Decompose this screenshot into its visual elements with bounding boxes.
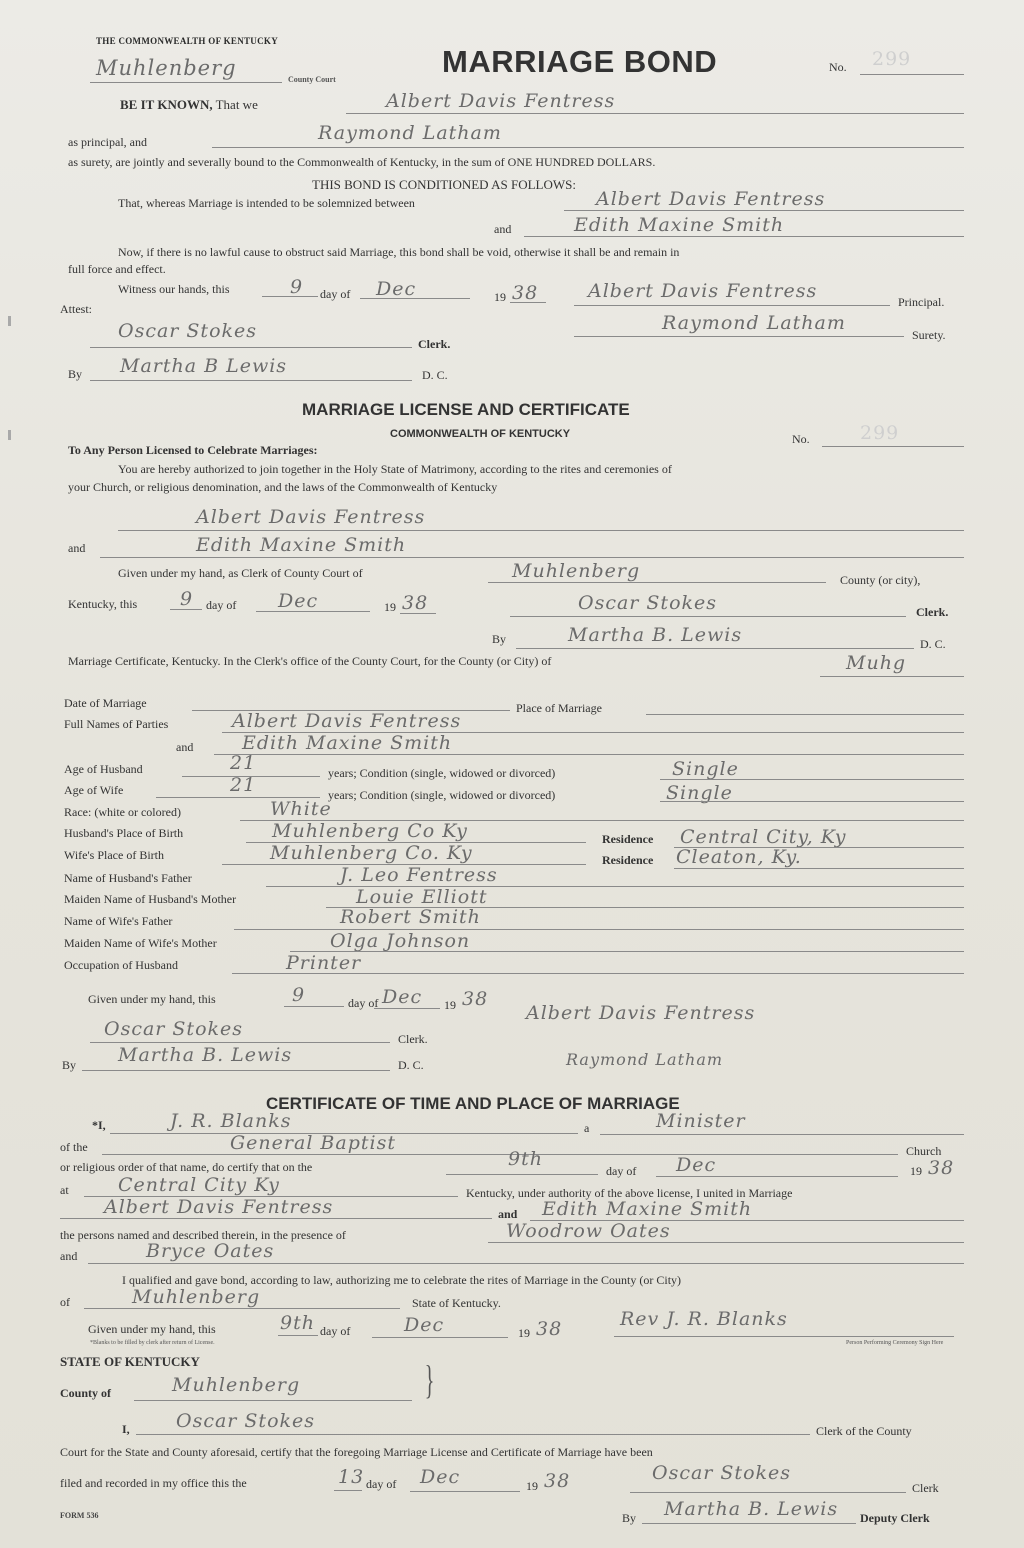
license-by: By xyxy=(492,632,507,646)
underline xyxy=(574,336,904,337)
details-bride: Edith Maxine Smith xyxy=(242,732,453,754)
details-clerk: Oscar Stokes xyxy=(104,1018,244,1040)
underline xyxy=(660,801,964,802)
underline xyxy=(446,1174,598,1175)
underline xyxy=(170,609,202,610)
minister-name: J. R. Blanks xyxy=(170,1110,292,1132)
race-label: Race: (white or colored) xyxy=(64,805,181,819)
witness-2: Bryce Oates xyxy=(146,1240,275,1262)
wife-mother: Olga Johnson xyxy=(330,930,471,952)
cert-given-year-prefix: 19 xyxy=(518,1326,530,1340)
wife-birth: Muhlenberg Co. Ky xyxy=(270,842,473,864)
religious-text: or religious order of that name, do certify that on the xyxy=(60,1160,313,1174)
license-dc-label: D. C. xyxy=(920,637,946,651)
surety-label: Surety. xyxy=(912,328,946,342)
age-wife-label: Age of Wife xyxy=(64,783,124,797)
underline xyxy=(84,1308,400,1309)
cert-state-label: State of Kentucky. xyxy=(412,1296,501,1310)
certificate-title: CERTIFICATE OF TIME AND PLACE OF MARRIAGE xyxy=(266,1094,680,1113)
recording-county: Muhlenberg xyxy=(172,1374,301,1396)
license-no-value: 299 xyxy=(860,422,900,444)
whereas-text: That, whereas Marriage is intended to be solemnized between xyxy=(118,196,415,210)
bond-no-value: 299 xyxy=(872,48,912,70)
kentucky-this: Kentucky, this xyxy=(68,597,138,611)
place-of-marriage-label: Place of Marriage xyxy=(516,701,602,715)
bond-clerk: Oscar Stokes xyxy=(118,320,258,342)
cert-given-day-of: day of xyxy=(320,1324,351,1338)
minister-signature: Rev J. R. Blanks xyxy=(620,1308,788,1330)
be-it-known-bold: BE IT KNOWN, xyxy=(120,97,213,112)
now-text-2: full force and effect. xyxy=(68,262,166,276)
by-label: By xyxy=(68,367,83,381)
deputy-clerk-label: Deputy Clerk xyxy=(860,1511,930,1525)
cert-of-the-label: of the xyxy=(60,1140,88,1154)
recording-clerk-signature: Oscar Stokes xyxy=(652,1462,792,1484)
details-dc-label: D. C. xyxy=(398,1058,424,1072)
recording-i-label: I, xyxy=(122,1422,130,1436)
cert-kentucky-text: Kentucky, under authority of the above license, I united in Marriage xyxy=(466,1186,793,1200)
underline xyxy=(232,973,964,974)
cert-given-month: Dec xyxy=(404,1314,445,1336)
surety-signature: Raymond Latham xyxy=(662,312,846,334)
underline xyxy=(600,1134,964,1135)
age-husband: 21 xyxy=(230,752,257,774)
license-title: MARRIAGE LICENSE AND CERTIFICATE xyxy=(302,400,630,419)
bond-title: MARRIAGE BOND xyxy=(442,44,718,79)
underline xyxy=(256,611,370,612)
license-county: Muhlenberg xyxy=(512,560,641,582)
underline xyxy=(372,1337,508,1338)
years-condition-label: years; Condition (single, widowed or divorced) xyxy=(328,766,556,780)
bond-groom: Albert Davis Fentress xyxy=(596,188,826,210)
age-husband-label: Age of Husband xyxy=(64,762,143,776)
be-it-known xyxy=(120,97,258,113)
margin-mark xyxy=(8,430,11,440)
underline xyxy=(90,1042,390,1043)
recording-year-prefix: 19 xyxy=(526,1479,538,1493)
underline xyxy=(134,1400,412,1401)
underline xyxy=(656,1176,898,1177)
husband-mother-label: Maiden Name of Husband's Mother xyxy=(64,892,237,906)
details-day-of: day of xyxy=(348,996,379,1010)
underline xyxy=(860,74,964,75)
church-name: General Baptist xyxy=(230,1132,396,1154)
license-and: and xyxy=(68,541,86,555)
underline xyxy=(630,1492,906,1493)
details-given-label: Given under my hand, this xyxy=(88,992,216,1006)
cert-county: Muhlenberg xyxy=(132,1286,261,1308)
as-principal-label: as principal, and xyxy=(68,135,147,149)
license-groom: Albert Davis Fentress xyxy=(196,506,426,528)
wife-father: Robert Smith xyxy=(340,906,481,928)
underline xyxy=(674,868,964,869)
underline xyxy=(82,1070,390,1071)
cert-and2-label: and xyxy=(60,1249,78,1263)
cert-year-prefix: 19 xyxy=(910,1164,922,1178)
underline xyxy=(102,1154,898,1155)
license-bride: Edith Maxine Smith xyxy=(196,534,407,556)
details-and: and xyxy=(176,740,194,754)
year-prefix: 19 xyxy=(494,290,506,304)
bond-county: Muhlenberg xyxy=(96,56,237,80)
recording-clerk-label: Clerk xyxy=(912,1481,939,1495)
details-month: Dec xyxy=(382,986,423,1008)
underline xyxy=(510,616,906,617)
underline xyxy=(524,236,964,237)
years-condition-label-2: years; Condition (single, widowed or divorced) xyxy=(328,788,556,802)
license-dc: Martha B. Lewis xyxy=(568,624,743,646)
witness-year: 38 xyxy=(512,282,539,304)
bond-bride: Edith Maxine Smith xyxy=(574,214,785,236)
recording-month: Dec xyxy=(420,1466,461,1488)
underline xyxy=(360,298,470,299)
underline xyxy=(334,1490,362,1491)
underline xyxy=(516,648,914,649)
bond-no-label: No. xyxy=(829,60,847,74)
details-dc: Martha B. Lewis xyxy=(118,1044,293,1066)
underline xyxy=(212,147,964,148)
cert-of-label: of xyxy=(60,1295,70,1309)
license-text-2: your Church, or religious denomination, and the laws of the Commonwealth of Kentucky xyxy=(68,480,498,494)
deputy-signature: Martha B. Lewis xyxy=(664,1498,839,1520)
witness-month: Dec xyxy=(376,278,417,300)
condition-husband: Single xyxy=(672,758,739,780)
day-of-label: day of xyxy=(320,287,351,301)
cert-given-year: 38 xyxy=(536,1318,563,1340)
bond-conditioned: THIS BOND IS CONDITIONED AS FOLLOWS: xyxy=(312,177,576,192)
underline xyxy=(660,779,964,780)
license-month: Dec xyxy=(278,590,319,612)
recording-clerk-name: Oscar Stokes xyxy=(176,1410,316,1432)
underline xyxy=(90,347,412,348)
age-wife: 21 xyxy=(230,774,257,796)
clerk-of-county: Clerk of the County xyxy=(816,1424,912,1438)
surety-text: as surety, are jointly and severally bound to the Commonwealth of Kentucky, in the sum of ONE HUNDRED DOLLARS. xyxy=(68,155,656,169)
underline xyxy=(510,302,546,303)
margin-mark xyxy=(8,316,11,326)
underline xyxy=(290,951,964,952)
license-day: 9 xyxy=(180,588,194,610)
persons-text: the persons named and described therein, in the presence of xyxy=(60,1228,346,1242)
cert-place: Central City Ky xyxy=(118,1174,280,1196)
husband-father-label: Name of Husband's Father xyxy=(64,871,192,885)
license-cert-text: Marriage Certificate, Kentucky. In the Clerk's office of the County Court, for the County (or City) of xyxy=(68,654,552,668)
underline xyxy=(488,582,826,583)
church-label: Church xyxy=(906,1144,942,1158)
underline xyxy=(820,676,964,677)
court-text: Court for the State and County aforesaid, certify that the foregoing Marriage License and Certificate of Marriage have been xyxy=(60,1445,653,1459)
underline xyxy=(214,754,964,755)
cert-at-label: at xyxy=(60,1183,69,1197)
underline xyxy=(400,613,436,614)
underline xyxy=(642,1523,856,1524)
husband-birth-label: Husband's Place of Birth xyxy=(64,826,184,840)
that-we-label: That we xyxy=(215,97,258,112)
cert-day-of: day of xyxy=(606,1164,637,1178)
underline xyxy=(410,1491,520,1492)
details-year: 38 xyxy=(462,988,489,1010)
underline xyxy=(262,296,318,297)
underline xyxy=(136,1434,810,1435)
bond-surety: Raymond Latham xyxy=(318,122,502,144)
cert-footnote: *Blanks to be filled by clerk after return of License. xyxy=(90,1340,215,1346)
condition-wife: Single xyxy=(666,782,733,804)
license-day-of: day of xyxy=(206,598,237,612)
cert-a-label: a xyxy=(584,1121,590,1135)
cert-and-label: and xyxy=(498,1207,518,1221)
license-text-1: You are hereby authorized to join together in the Holy State of Matrimony, according to the rites and ceremonies of xyxy=(118,462,672,476)
wife-residence: Cleaton, Ky. xyxy=(676,846,802,868)
residence-label-2: Residence xyxy=(602,853,654,867)
license-county-label: County (or city), xyxy=(840,573,921,587)
witness-day: 9 xyxy=(290,276,304,298)
details-surety-signature: Raymond Latham xyxy=(566,1050,724,1069)
husband-father: J. Leo Fentress xyxy=(340,864,498,886)
minister-title: Minister xyxy=(656,1110,746,1132)
license-year-prefix: 19 xyxy=(384,600,396,614)
sign-here-label: Person Performing Ceremony Sign Here xyxy=(846,1340,944,1346)
wife-birth-label: Wife's Place of Birth xyxy=(64,848,164,862)
cert-day: 9th xyxy=(508,1148,543,1170)
underline xyxy=(118,530,964,531)
bond-commonwealth: THE COMMONWEALTH OF KENTUCKY xyxy=(96,36,278,46)
underline xyxy=(90,82,282,83)
underline xyxy=(60,1218,492,1219)
cert-given-day: 9th xyxy=(280,1312,315,1334)
details-by: By xyxy=(62,1058,77,1072)
husband-mother: Louie Elliott xyxy=(356,886,488,908)
license-clerk: Oscar Stokes xyxy=(578,592,718,614)
occupation-label: Occupation of Husband xyxy=(64,958,178,972)
to-any-person: To Any Person Licensed to Celebrate Marriages: xyxy=(68,443,318,457)
underline xyxy=(614,1336,954,1337)
principal-label: Principal. xyxy=(898,295,945,309)
recording-by: By xyxy=(622,1511,637,1525)
license-commonwealth: COMMONWEALTH OF KENTUCKY xyxy=(390,428,571,440)
cert-given-label: Given under my hand, this xyxy=(88,1322,216,1336)
wife-mother-label: Maiden Name of Wife's Mother xyxy=(64,936,217,950)
underline xyxy=(574,305,890,306)
residence-label: Residence xyxy=(602,832,654,846)
details-year-prefix: 19 xyxy=(444,998,456,1012)
license-given-label: Given under my hand, as Clerk of County Court of xyxy=(118,566,363,580)
details-clerk-label: Clerk. xyxy=(398,1032,428,1046)
underline xyxy=(822,446,964,447)
details-groom: Albert Davis Fentress xyxy=(232,710,462,732)
recording-day: 13 xyxy=(338,1466,365,1488)
qualified-text: I qualified and gave bond, according to law, authorizing me to celebrate the rites of Marriage in the County (or City) xyxy=(122,1273,682,1287)
underline xyxy=(90,380,412,381)
recording-day-of: day of xyxy=(366,1477,397,1491)
recording-year: 38 xyxy=(544,1470,571,1492)
county-of-label: County of xyxy=(60,1386,112,1400)
cert-month: Dec xyxy=(676,1154,717,1176)
bond-dc: Martha B Lewis xyxy=(120,355,288,377)
license-clerk-label: Clerk. xyxy=(916,605,949,619)
bond-principal: Albert Davis Fentress xyxy=(386,90,616,112)
license-year: 38 xyxy=(402,592,429,614)
race: White xyxy=(270,798,332,820)
underline xyxy=(374,1008,440,1009)
cert-i-label: *I, xyxy=(92,1118,106,1132)
underline xyxy=(88,1263,964,1264)
dc-label: D. C. xyxy=(422,368,448,382)
underline xyxy=(564,210,964,211)
underline xyxy=(646,714,964,715)
license-cert-county: Muhg xyxy=(846,652,907,674)
underline xyxy=(346,113,964,114)
occupation: Printer xyxy=(286,952,362,974)
attest-label: Attest: xyxy=(60,302,92,316)
cert-groom: Albert Davis Fentress xyxy=(104,1196,334,1218)
husband-birth: Muhlenberg Co Ky xyxy=(272,820,468,842)
bracket: } xyxy=(424,1357,435,1402)
husband-residence: Central City, Ky xyxy=(680,826,847,848)
clerk-label: Clerk. xyxy=(418,337,451,351)
witness-label: Witness our hands, this xyxy=(118,282,230,296)
cert-year: 38 xyxy=(928,1157,955,1179)
underline xyxy=(100,557,964,558)
groom-signature: Albert Davis Fentress xyxy=(526,1002,756,1024)
underline xyxy=(284,1006,344,1007)
state-of-kentucky: STATE OF KENTUCKY xyxy=(60,1354,200,1369)
underline xyxy=(488,1242,964,1243)
witness-1: Woodrow Oates xyxy=(506,1220,671,1242)
filed-text: filed and recorded in my office this the xyxy=(60,1476,247,1490)
license-no-label: No. xyxy=(792,432,810,446)
full-names-label: Full Names of Parties xyxy=(64,717,169,731)
cert-bride: Edith Maxine Smith xyxy=(542,1198,753,1220)
now-text-1: Now, if there is no lawful cause to obstruct said Marriage, this bond shall be void, otherwise it shall be and remain in xyxy=(118,245,680,259)
underline xyxy=(278,1335,318,1336)
details-day: 9 xyxy=(292,984,306,1006)
wife-father-label: Name of Wife's Father xyxy=(64,914,173,928)
county-court-label: County Court xyxy=(288,75,336,84)
and-label: and xyxy=(494,222,512,236)
date-of-marriage-label: Date of Marriage xyxy=(64,696,147,710)
principal-signature: Albert Davis Fentress xyxy=(588,280,818,302)
form-label: FORM 536 xyxy=(60,1511,99,1520)
